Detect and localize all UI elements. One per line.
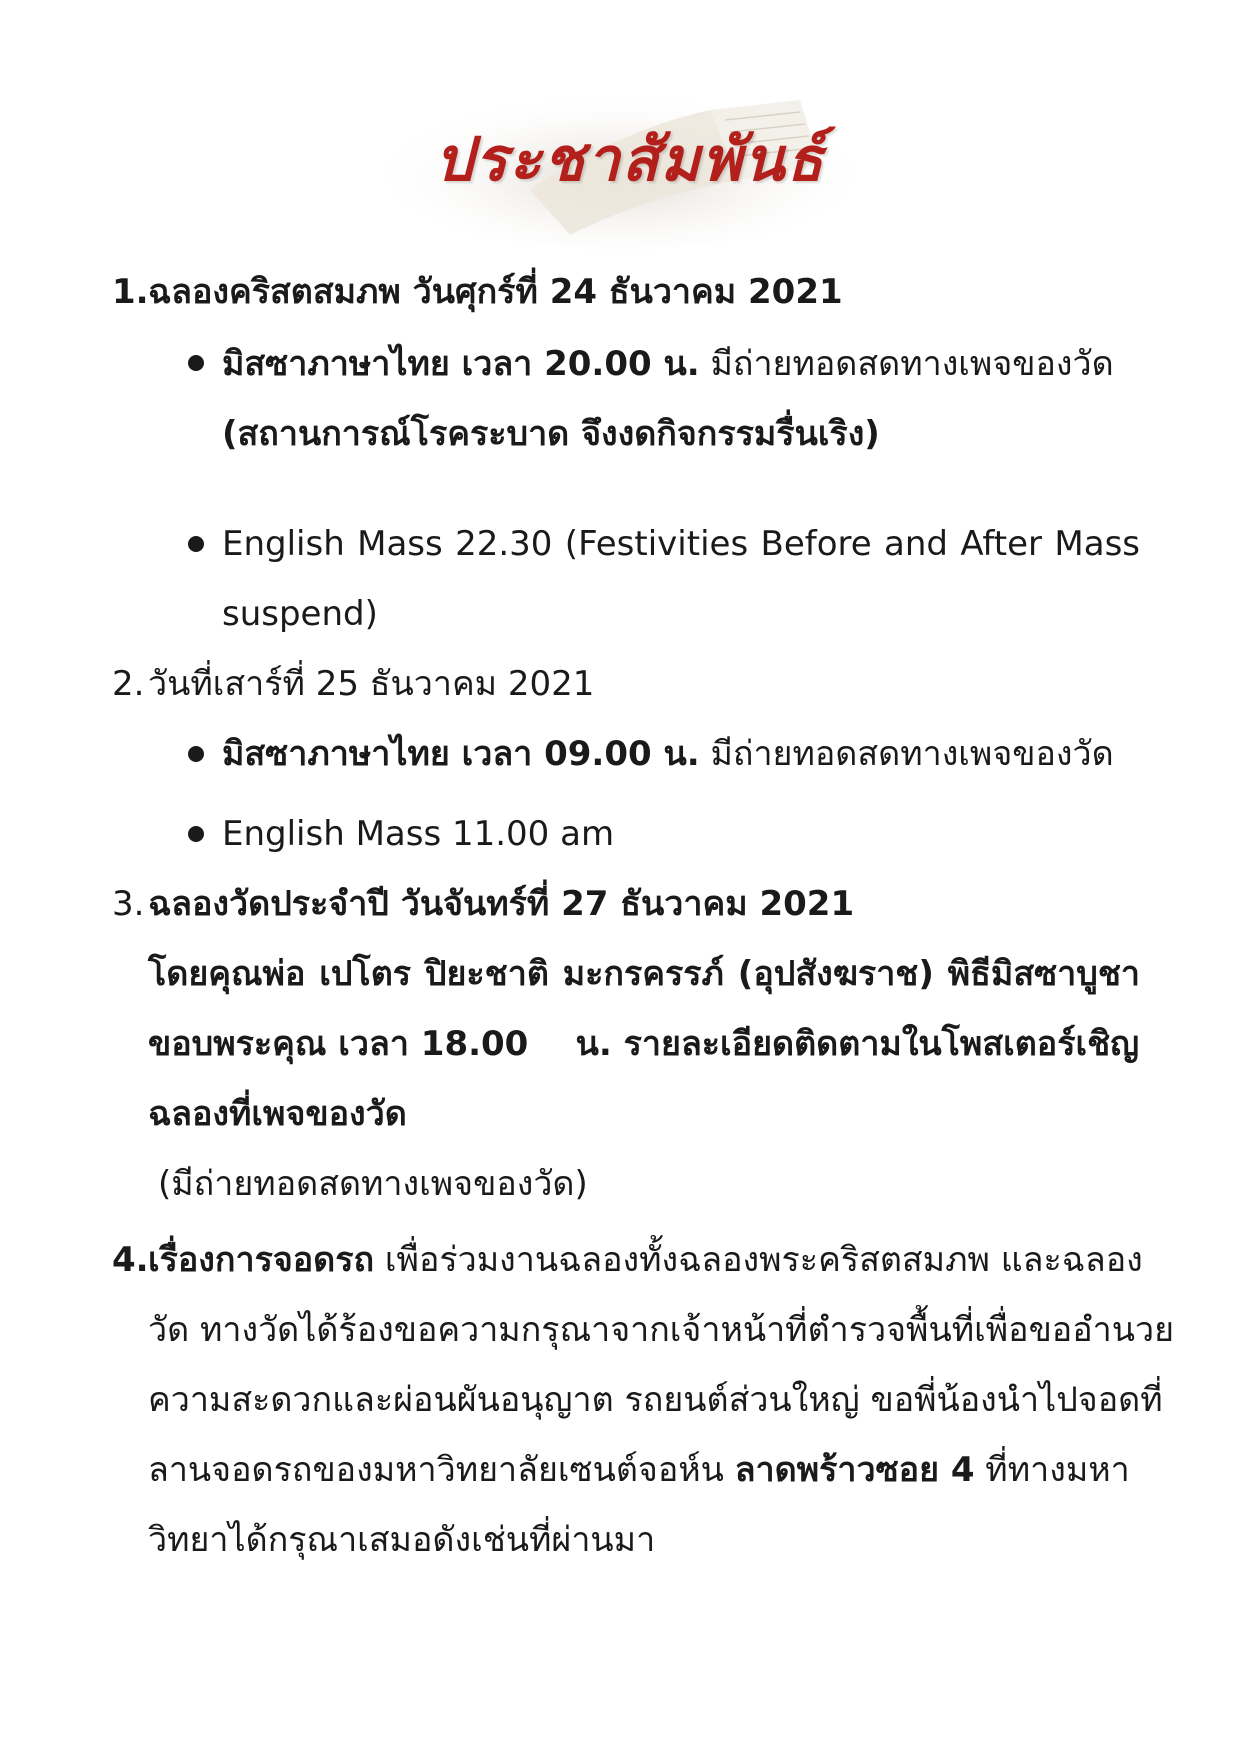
bullet-icon — [188, 826, 204, 842]
paragraph-text: ที่ทางมหา — [974, 1450, 1130, 1490]
banner-title: ประชาสัมพันธ์ — [434, 125, 826, 195]
list-item: English Mass 22.30 (Festivities Before and After Mass — [222, 524, 1140, 564]
paragraph-line: ขอบพระคุณ เวลา 18.00 น. รายละเอียดติดตามในโพสเตอร์เชิญ — [148, 1024, 1140, 1064]
item-heading: ฉลองคริสตสมภพ วันศุกร์ที่ 24 ธันวาคม 2021 — [148, 272, 843, 312]
list-item — [222, 342, 1140, 386]
item-heading: เรื่องการจอดรถ — [148, 1240, 375, 1280]
header-banner — [380, 70, 860, 250]
item-number: 4. — [112, 1240, 149, 1280]
paragraph-note: (มีถ่ายทอดสดทางเพจของวัด) — [158, 1164, 588, 1204]
item-number: 3. — [112, 884, 145, 924]
list-item: English Mass 11.00 am — [222, 814, 615, 854]
paragraph-text: เพื่อร่วมงานฉลองทั้งฉลองพระคริสตสมภพ และฉลอง — [374, 1240, 1143, 1280]
bullet-icon — [188, 355, 204, 371]
mass-time-label: มิสซาภาษาไทย เวลา 20.00 น. — [222, 344, 700, 384]
mass-detail: มีถ่ายทอดสดทางเพจของวัด — [699, 344, 1114, 384]
bullet-icon — [188, 536, 204, 552]
mass-time-label: มิสซาภาษาไทย เวลา 09.00 น. — [222, 734, 700, 774]
list-item-continuation: suspend) — [222, 594, 378, 634]
paragraph-line: ฉลองที่เพจของวัด — [148, 1094, 407, 1134]
paragraph-line: ความสะดวกและผ่อนผันอนุญาต รถยนต์ส่วนใหญ่ ขอพี่น้องนำไปจอดที่ — [148, 1380, 1163, 1420]
list-item — [222, 732, 1114, 776]
paragraph-text: ลานจอดรถของมหาวิทยาลัยเซนต์จอห์น — [148, 1450, 735, 1490]
list-item-continuation: (สถานการณ์โรคระบาด จึงงดกิจกรรมรื่นเริง) — [222, 414, 880, 454]
bullet-icon — [188, 746, 204, 762]
item-heading-line — [148, 1238, 1143, 1282]
paragraph-line — [148, 1448, 1130, 1492]
paragraph-line: วัด ทางวัดได้ร้องขอความกรุณาจากเจ้าหน้าที่ตำรวจพื้นที่เพื่อขออำนวย — [148, 1310, 1174, 1350]
item-heading: วันที่เสาร์ที่ 25 ธันวาคม 2021 — [148, 664, 595, 704]
mass-detail: มีถ่ายทอดสดทางเพจของวัด — [699, 734, 1114, 774]
item-number: 2. — [112, 664, 145, 704]
location-highlight: ลาดพร้าวซอย 4 — [734, 1450, 975, 1490]
paragraph-line: โดยคุณพ่อ เปโตร ปิยะชาติ มะกรครรภ์ (อุปสังฆราช) พิธีมิสซาบูชา — [148, 954, 1140, 994]
item-heading: ฉลองวัดประจำปี วันจันทร์ที่ 27 ธันวาคม 2021 — [148, 884, 855, 924]
paragraph-line: วิทยาได้กรุณาเสมอดังเช่นที่ผ่านมา — [148, 1520, 656, 1560]
item-number: 1. — [112, 272, 149, 312]
